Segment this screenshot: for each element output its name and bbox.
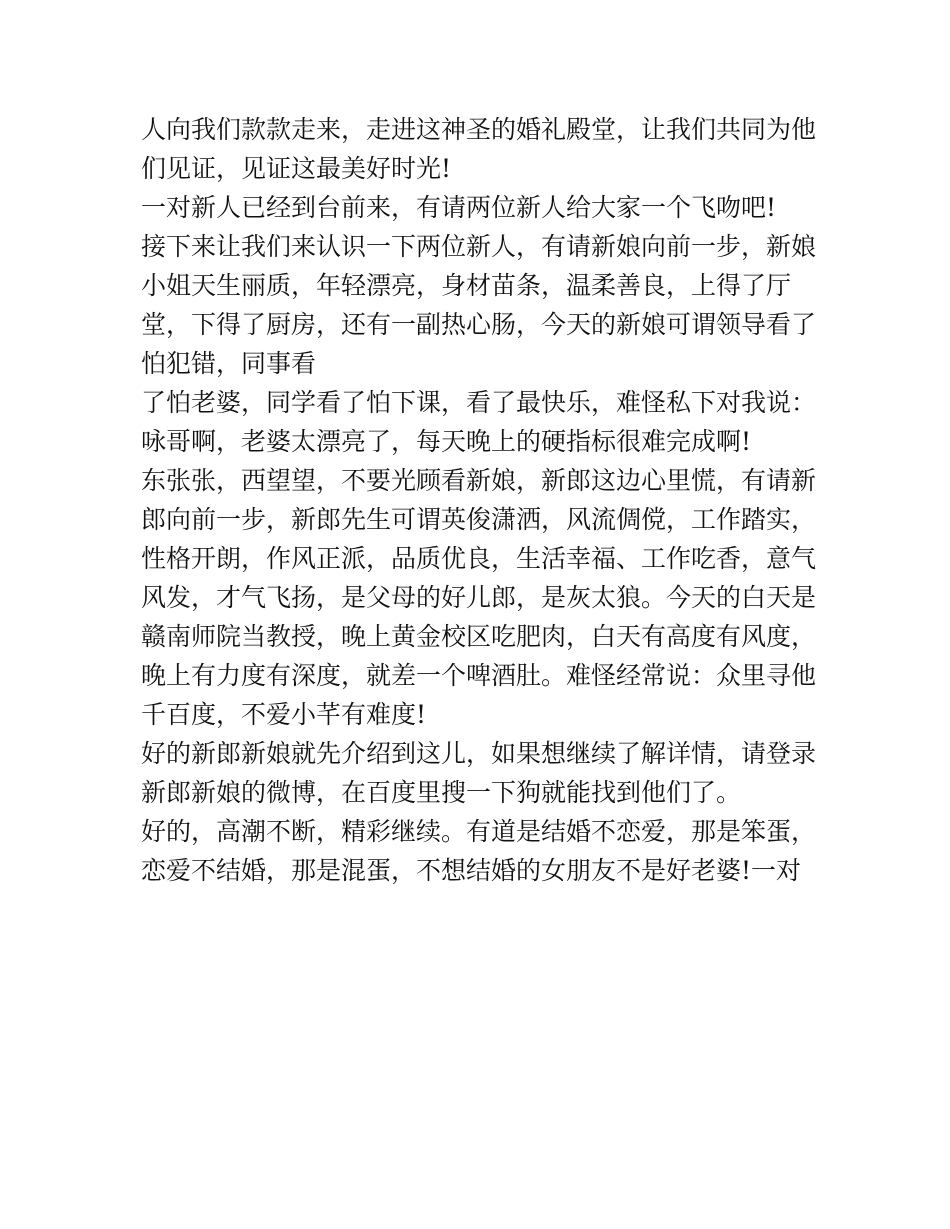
text-line: 咏哥啊，老婆太漂亮了，每天晚上的硬指标很难完成啊! (141, 427, 752, 456)
text-line: 千百度，不爱小芊有难度! (141, 700, 427, 729)
text-line: 郎向前一步，新郎先生可谓英俊潇洒，风流倜傥，工作踏实， (141, 505, 817, 534)
text-line: 性格开朗，作风正派，品质优良，生活幸福、工作吃香，意气 (141, 544, 817, 573)
text-line: 风发，才气飞扬，是父母的好儿郎，是灰太狼。今天的白天是 (141, 583, 817, 612)
text-line: 人向我们款款走来，走进这神圣的婚礼殿堂，让我们共同为他 (141, 115, 817, 144)
text-line: 们见证，见证这最美好时光! (141, 154, 452, 183)
text-line: 好的，高潮不断，精彩继续。有道是结婚不恋爱，那是笨蛋， (141, 817, 817, 846)
text-line: 接下来让我们来认识一下两位新人，有请新娘向前一步，新娘 (141, 232, 817, 261)
text-line: 晚上有力度有深度，就差一个啤酒肚。难怪经常说：众里寻他 (141, 661, 817, 690)
body-text (141, 110, 831, 890)
text-line: 小姐天生丽质，年轻漂亮，身材苗条，温柔善良，上得了厅 (141, 271, 792, 300)
text-line: 赣南师院当教授，晚上黄金校区吃肥肉，白天有高度有风度， (141, 622, 817, 651)
text-line: 了怕老婆，同学看了怕下课，看了最快乐，难怪私下对我说： (141, 388, 817, 417)
text-line: 堂，下得了厨房，还有一副热心肠，今天的新娘可谓领导看了 (141, 310, 817, 339)
text-line: 东张张，西望望，不要光顾看新娘，新郎这边心里慌，有请新 (141, 466, 817, 495)
text-line: 一对新人已经到台前来，有请两位新人给大家一个飞吻吧! (141, 193, 777, 222)
text-line: 怕犯错，同事看 (141, 349, 317, 378)
text-line: 新郎新娘的微博，在百度里搜一下狗就能找到他们了。 (141, 778, 742, 807)
text-line: 好的新郎新娘就先介绍到这儿，如果想继续了解详情，请登录 (141, 739, 817, 768)
text-line: 恋爱不结婚，那是混蛋，不想结婚的女朋友不是好老婆!一对 (141, 856, 802, 885)
